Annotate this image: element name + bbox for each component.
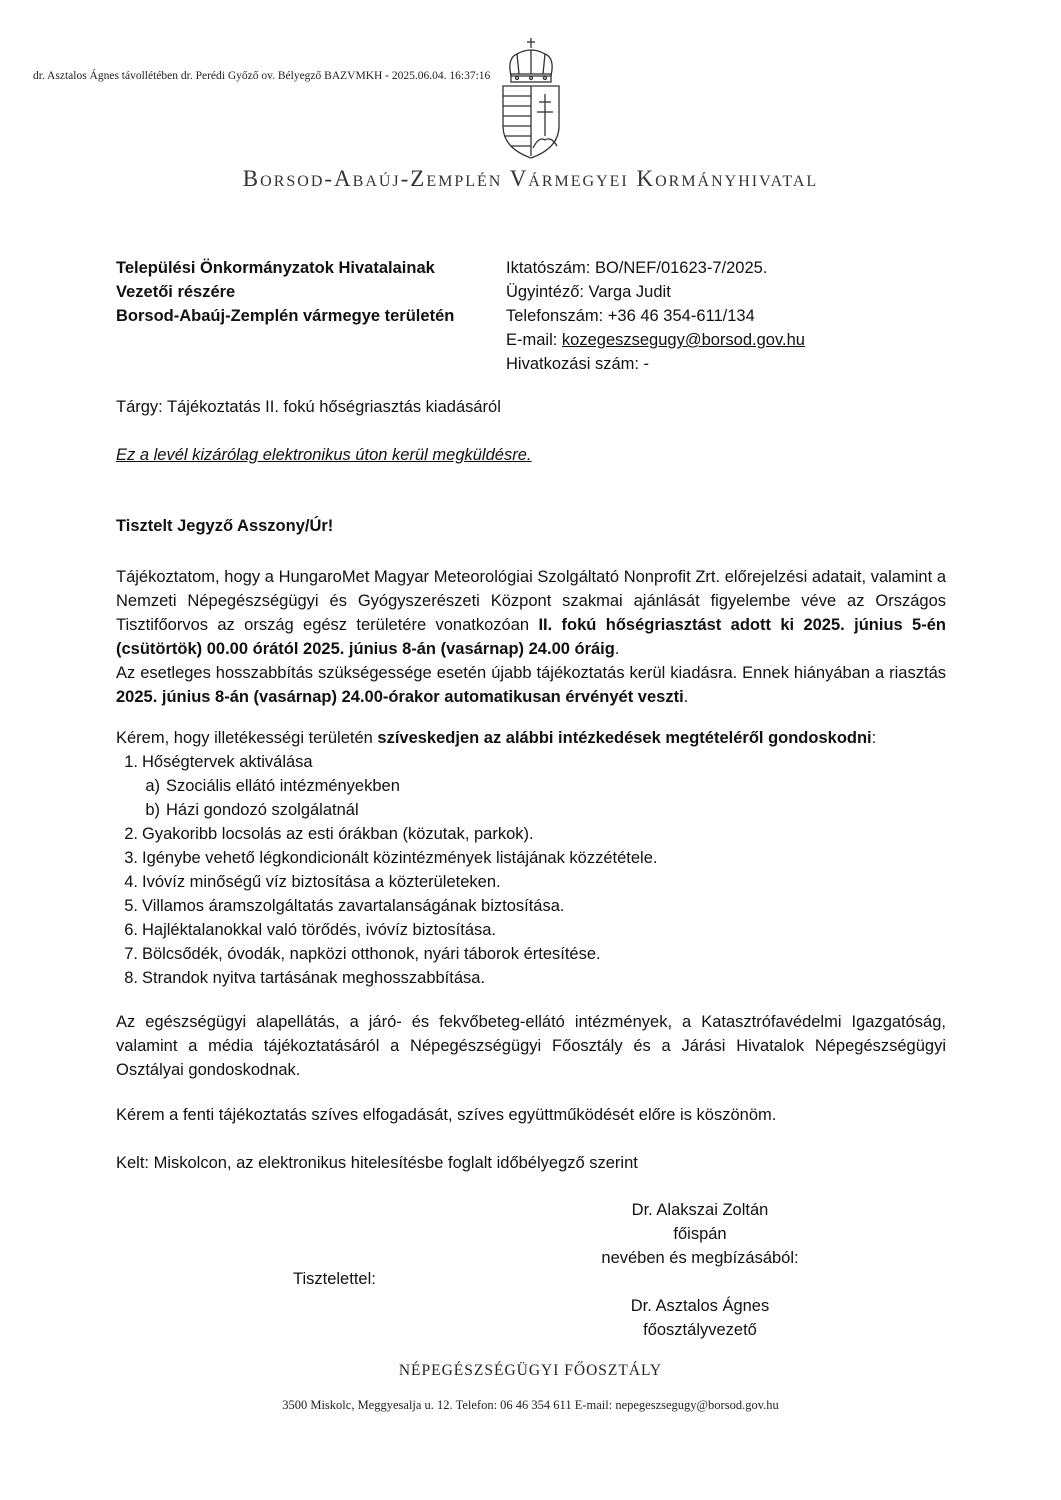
paragraph-text: Kérem, hogy illetékességi területén (116, 729, 378, 747)
on-behalf-line: nevében és megbízásából: (601, 1249, 799, 1267)
paragraph-thanks: Kérem a fenti tájékoztatás szíves elfogadását, szíves együttműködését előre is köszönöm. (116, 1106, 777, 1124)
paragraph-responsibilities: Az egészségügyi alapellátás, a járó- és fekvőbeteg-ellátó intézmények, a Katasztrófavédelmi Igazgatóság, valamint a média tájékoztatásáról a Népegészségügyi Főosztály és a Járási Hivatalok Népegészségügyi Osztályai gondoskodnak. (116, 1013, 946, 1079)
addressee-block (116, 256, 454, 328)
list-number: 2. (124, 825, 138, 843)
electronic-delivery-note: Ez a levél kizárólag elektronikus úton kerül megküldésre. (116, 446, 532, 464)
list-text: Szociális ellátó intézményekben (166, 777, 400, 795)
signatory-delegate (560, 1294, 840, 1342)
office-name: Borsod-Abaúj-Zemplén Vármegyei Kormányhivatal (242, 166, 819, 191)
signatory-name: Dr. Alakszai Zoltán (631, 1201, 769, 1219)
salutation: Tisztelt Jegyző Asszony/Úr! (116, 517, 334, 535)
paragraph-text: . (683, 688, 689, 706)
list-number: 1. (124, 753, 138, 771)
signatory-name: Dr. Asztalos Ágnes (630, 1297, 770, 1315)
addressee-line: Borsod-Abaúj-Zemplén vármegye területén (116, 307, 455, 325)
coat-of-arms-icon (497, 36, 565, 160)
footer-department: NÉPEGÉSZSÉGÜGYI FŐOSZTÁLY (398, 1362, 663, 1379)
reference-block (506, 256, 805, 376)
email-line (506, 328, 805, 352)
paragraph-request (116, 726, 946, 750)
addressee-line: Vezetői részére (116, 283, 236, 301)
list-text: Hajléktalanokkal való törődés, ivóvíz biztosítása. (142, 921, 497, 939)
email-link[interactable]: kozegeszsegugy@borsod.gov.hu (561, 331, 805, 349)
list-text: Igénybe vehető légkondicionált közintézmények listájának közzététele. (142, 849, 658, 867)
list-number: 5. (124, 897, 138, 915)
list-number: 6. (124, 921, 138, 939)
citation-number: Hivatkozási szám: - (506, 355, 650, 373)
list-number: 8. (124, 969, 138, 987)
list-number: b) (145, 801, 160, 819)
addressee-line: Települési Önkormányzatok Hivatalainak (116, 259, 435, 277)
paragraph-text: Az esetleges hosszabbítás szükségessége esetén újabb tájékoztatás kerül kiadásra. Ennek hiányában a riasztás (116, 664, 946, 682)
signatory-title: főispán (673, 1225, 727, 1243)
list-number: 3. (124, 849, 138, 867)
list-text: Strandok nyitva tartásának meghosszabbítása. (142, 969, 486, 987)
signatory-title: főosztályvezető (643, 1321, 757, 1339)
paragraph-text: : (871, 729, 877, 747)
list-text: Hőségtervek aktiválása (142, 753, 313, 771)
paragraph-text: . (614, 640, 620, 658)
electronic-stamp: dr. Asztalos Ágnes távollétében dr. Perédi Győző ov. Bélyegző BAZVMKH - 2025.06.04. 16:37:16 (33, 70, 491, 82)
footer-address: 3500 Miskolc, Meggyesalja u. 12. Telefon: 06 46 354 611 E-mail: nepegeszsegugy@borsod.gov.hu (282, 1398, 779, 1412)
list-number: 7. (124, 945, 138, 963)
paragraph-alert (116, 565, 946, 709)
list-text: Gyakoribb locsolás az esti órákban (közutak, parkok). (142, 825, 534, 843)
request-emphasis: szíveskedjen az alábbi intézkedések megtételéről gondoskodni (377, 729, 872, 747)
list-text: Ivóvíz minőségű víz biztosítása a közterületeken. (142, 873, 501, 891)
list-number: 4. (124, 873, 138, 891)
officer-name: Ügyintéző: Varga Judit (506, 283, 671, 301)
signatory-principal (560, 1198, 840, 1270)
reference-number: Iktatószám: BO/NEF/01623-7/2025. (506, 259, 768, 277)
phone-number: Telefonszám: +36 46 354-611/134 (506, 307, 755, 325)
dated-line: Kelt: Miskolcon, az elektronikus hitelesítésbe foglalt időbélyegző szerint (116, 1154, 638, 1172)
list-number: a) (145, 777, 160, 795)
regards: Tisztelettel: (293, 1270, 376, 1288)
subject-line: Tárgy: Tájékoztatás II. fokú hőségriasztás kiadásáról (116, 398, 501, 416)
list-text: Bölcsődék, óvodák, napközi otthonok, nyári táborok értesítése. (142, 945, 601, 963)
paragraph-text: Tájékoztatom, hogy a HungaroMet Magyar Meteorológiai Szolgáltató Nonprofit Zrt. előrejelzési adatait, valamint a Nemzeti Népegészségügyi és Gyógyszerészeti Központ szakmai ajánlását figyelembe véve az Országos Tisztifőorvos az ország egész területére vonatkozóan (116, 568, 946, 634)
list-text: Házi gondozó szolgálatnál (166, 801, 359, 819)
alert-period: II. fokú hőségriasztást adott ki 2025. június 5-én (csütörtök) 00.00 órától 2025. június 8-án (vasárnap) 24.00 óráig (116, 616, 946, 658)
list-text: Villamos áramszolgáltatás zavartalanságának biztosítása. (142, 897, 565, 915)
alert-expiry: 2025. június 8-án (vasárnap) 24.00-órakor automatikusan érvényét veszti (116, 688, 684, 706)
email-label: E-mail: (506, 331, 562, 349)
